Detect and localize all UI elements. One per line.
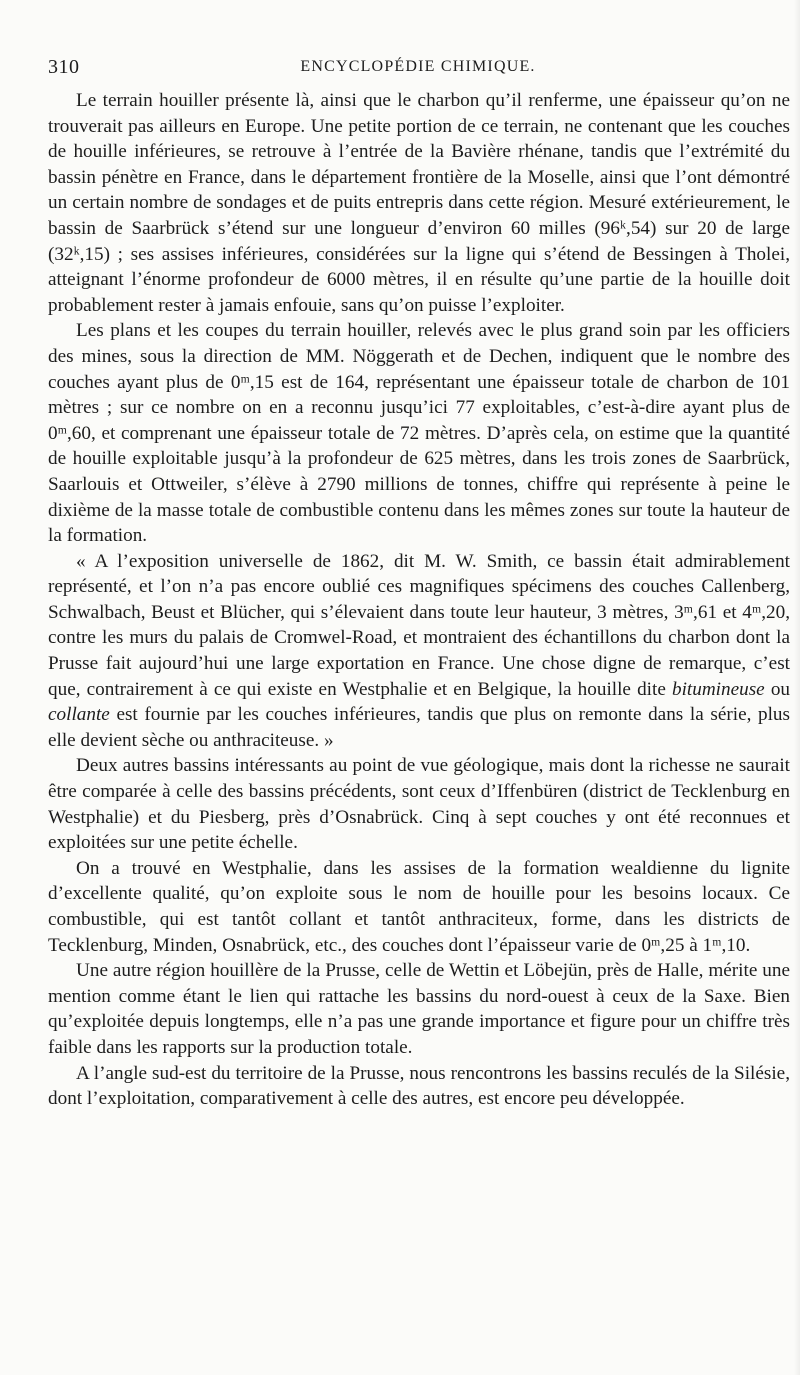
italic-term-bitumineuse: bitumineuse xyxy=(671,678,765,700)
running-header xyxy=(48,56,788,86)
paragraph-3-quote xyxy=(48,549,790,754)
paragraph-7: A l’angle sud-est du territoire de la Prusse, nous rencontrons les bassins reculés de la Silésie, dont l’exploitation, comparativement à celle des autres, est encore peu développée. xyxy=(48,1062,790,1110)
running-title: ENCYCLOPÉDIE CHIMIQUE. xyxy=(300,58,536,75)
body-text xyxy=(48,88,790,1112)
italic-term-collante: collante xyxy=(48,704,110,726)
paragraph-1: Le terrain houiller présente là, ainsi que le charbon qu’il renferme, une épaisseur qu’on ne trouverait pas ailleurs en Europe. Une petite portion de ce terrain, ne contenant que les couches de houille inférieures, se retrouve à l’entrée de la Bavière rhénane, tandis que l’extrémité du bassin pénètre en France, dans le département frontière de la Moselle, ainsi que l’ont démontré un certain nombre de sondages et de puits entrepris dans cette région. Mesuré extérieurement, le bassin de Saarbrück s’étend sur une longueur d’environ 60 milles (96ᵏ,54) sur 20 de large (32ᵏ,15) ; ses assises inférieures, considérées sur la ligne qui s’étend de Bessingen à Tholei, atteignant l’énorme profondeur de 6000 mètres, il en résulte qu’une partie de la houille doit probablement rester à jamais enfouie, sans qu’on puisse l’exploiter. xyxy=(48,90,790,316)
page-number: 310 xyxy=(48,56,80,78)
scan-edge-shadow xyxy=(794,0,800,1375)
paragraph-4: Deux autres bassins intéressants au point de vue géologique, mais dont la richesse ne saurait être comparée à celle des bassins précédents, sont ceux d’Iffenbüren (district de Tecklenburg en Westphalie) et du Piesberg, près d’Osnabrück. Cinq à sept couches y ont été reconnues et exploitées sur une petite échelle. xyxy=(48,755,790,854)
quote-text-end: est fournie par les couches inférieures, tandis que plus on remonte dans la série, plus elle devient sèche ou anthraciteuse. » xyxy=(48,704,790,751)
paragraph-6: Une autre région houillère de la Prusse, celle de Wettin et Löbejün, près de Halle, mérite une mention comme étant le lien qui rattache les bassins du nord-ouest à ceux de la Saxe. Bien qu’exploitée depuis longtemps, elle n’a pas une grande importance et figure pour un chiffre très faible dans les rapports sur la production totale. xyxy=(48,960,790,1058)
quote-text-start: « A l’exposition universelle de 1862, dit M. W. Smith, ce bassin était admirablement représenté, et l’on n’a pas encore oublié ces magnifiques spécimens des couches Callenberg, Schwalbach, Beust et Blücher, qui s’élevaient dans toute leur hauteur, 3 mètres, 3ᵐ,61 et 4ᵐ,20, contre les murs du palais de Cromwel-Road, et montraient des échantillons du charbon dont la Prusse fait aujourd’hui une large exportation en France. Une chose digne de remarque, c’est que, contrairement à ce qui existe en Westphalie et en Belgique, la houille dite xyxy=(48,550,790,700)
paragraph-2: Les plans et les coupes du terrain houiller, relevés avec le plus grand soin par les officiers des mines, sous la direction de MM. Nöggerath et de Dechen, indiquent que le nombre des couches ayant plus de 0ᵐ,15 est de 164, représentant une épaisseur totale de charbon de 101 mètres ; sur ce nombre on en a reconnu jusqu’ici 77 exploitables, c’est-à-dire ayant plus de 0ᵐ,60, et comprenant une épaisseur totale de 72 mètres. D’après cela, on estime que la quantité de houille exploitable jusqu’à la profondeur de 625 mètres, dans les trois zones de Saarbrück, Saarlouis et Ottweiler, s’élève à 2790 millions de tonnes, chiffre qui représente à peine le dixième de la masse totale de combustible contenu dans les mêmes zones sur toute la hauteur de la formation. xyxy=(48,320,790,547)
quote-text-middle: ou xyxy=(764,678,791,700)
paragraph-5: On a trouvé en Westphalie, dans les assises de la formation wealdienne du lignite d’excellente qualité, qu’on exploite sous le nom de houille pour les besoins locaux. Ce combustible, qui est tantôt collant et tantôt anthraciteux, forme, dans les districts de Tecklenburg, Minden, Osnabrück, etc., des couches dont l’épaisseur varie de 0ᵐ,25 à 1ᵐ,10. xyxy=(48,857,790,956)
